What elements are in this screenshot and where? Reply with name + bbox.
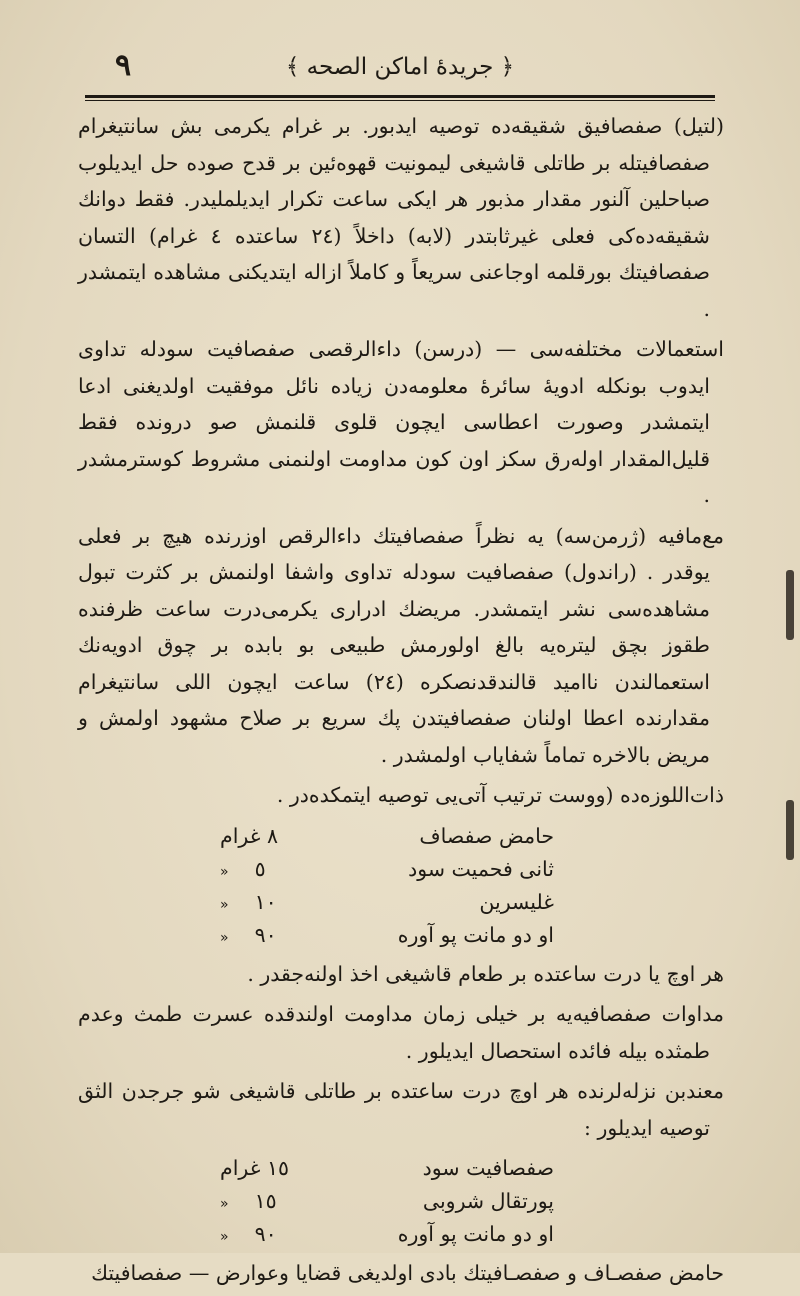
page-number: ٩ — [115, 48, 132, 83]
paragraph: (لتيل) صفصافيق شقيقه‌ده توصيه ايدبور. بر غرام يكرمی بش سانتيغرام صفصافيتله بر طاتلی قاشيغی ليمونيت قهوه‌ئين بر قدح صوده حل ايديلوب صباحلين آلنور مقدار مذبور هر ايكی ساعت تكرار ايديلمليدر. فقط دوانك شقيقه‌ده‌كی فعلی غيرثابتدر (لابه) داخلاً (٢٤ ساعتده ٤ غرام) التسان صفصافيتك بورقلمه اوجاعنی سريعاً و كاملاً ازاله ايتديكنی مشاهده ايتمشدر . — [78, 114, 724, 321]
paragraph: معندبن نزله‌لرنده هر اوچ درت ساعتده بر طاتلی قاشيغی شو جرجدن الثق توصيه ايديلور : — [78, 1079, 724, 1140]
ingredient: او دو مانت پو آوره — [397, 922, 554, 947]
amount: ٨ غرام — [220, 823, 278, 848]
ingredient: صفصافيت سود — [422, 1156, 554, 1180]
amount: ١٠ « — [220, 889, 277, 914]
running-title: ﴿ جريدهٔ اماكن الصحه ﴾ — [285, 54, 515, 80]
ditto-mark: « — [220, 896, 229, 913]
amount: ١٥ « — [220, 1189, 277, 1213]
ingredient: غليسرين — [479, 889, 554, 914]
prescription-row — [78, 884, 724, 917]
amount: ٥ « — [220, 856, 266, 881]
prescription-row — [78, 851, 724, 884]
page-header — [85, 40, 715, 90]
ditto-mark: « — [220, 929, 229, 946]
paragraph: هر اوچ يا درت ساعتده بر طعام قاشيغی اخذ اولنه‌جقدر . — [247, 961, 724, 986]
paragraph: استعمالات مختلفه‌سی — (درسن) داءالرقصی صفصافيت سودله تداوی ايدوب بونكله ادويهٔ سائرهٔ معلومه‌دن زياده نائل موفقيت اولديغنی ادعا ايتمشدر وصورت اعطاسی ايچون قلوی قلنمش صو درونده فقط قليل‌المقدار اوله‌رق سكز اون كون مداومت اولنمنی مشروط كوسترمشدر . — [78, 337, 724, 507]
ingredient: او دو مانت پو آوره — [397, 1222, 554, 1246]
prescription-row — [78, 1150, 724, 1183]
ingredient: پورتقال شروبی — [422, 1189, 554, 1213]
amount: ٩٠ « — [220, 1222, 277, 1246]
prescription-row — [78, 818, 724, 851]
prescription-list — [78, 818, 724, 950]
paragraph: مع‌مافيه (ژرمن‌سه) يه نظراً صفصافيتك داءالرقص اوزرنده هيچ بر فعلی يوقدر . (راندول) صفصافيت سودله تداوی واشفا اولنمش بر كثرت تبول مشاهده‌سی نشر ايتمشدر. مريضك ادراری يكرمی‌درت ساعت ظرفنده طقوز بچق ليتره‌يه بالغ اولورمش طبيعی بو بابده بر چوق ادويه‌نك استعمالندن ناامید قالندقدنصكره (٢٤) ساعت ايچون اللی سانتيغرام مقدارنده اعطا اولنان صفصافيتدن پك سريع بر صلاح مشهود اولمش و مريض بالاخره تماماً شفاياب اولمشدر . — [78, 523, 724, 767]
prescription-row — [78, 917, 724, 950]
paragraph: مداوات صفصافيه‌يه بر خيلی زمان مداومت اولندقده عسرت طمث وعدم طمثده بيله فائده استحصال ايديلور . — [78, 1002, 724, 1063]
ditto-mark: « — [220, 1229, 229, 1245]
ingredient: حامض صفصاف — [419, 823, 554, 848]
paragraph: ذات‌اللوزه‌ده (ووست ترتيب آتی‌يی توصيه ايتمكده‌در . — [276, 783, 724, 807]
prescription-list — [78, 1150, 724, 1249]
ditto-mark: « — [220, 1196, 229, 1212]
margin-stain — [786, 800, 794, 860]
ditto-mark: « — [220, 863, 229, 880]
ingredient: ثانی فحميت سود — [408, 856, 554, 881]
amount: ١٥ غرام — [220, 1156, 289, 1180]
prescription-row — [78, 1183, 724, 1216]
amount: ٩٠ « — [220, 922, 277, 947]
header-rule — [85, 95, 715, 98]
body-text — [78, 108, 724, 1296]
paragraph: حامض صفصـاف و صفصـافيتك بادی اولديغی قضايا وعوارض — صفصافيتك — [91, 1261, 724, 1285]
header-rule-thin — [85, 100, 715, 101]
prescription-row — [78, 1216, 724, 1249]
margin-stain — [786, 570, 794, 640]
